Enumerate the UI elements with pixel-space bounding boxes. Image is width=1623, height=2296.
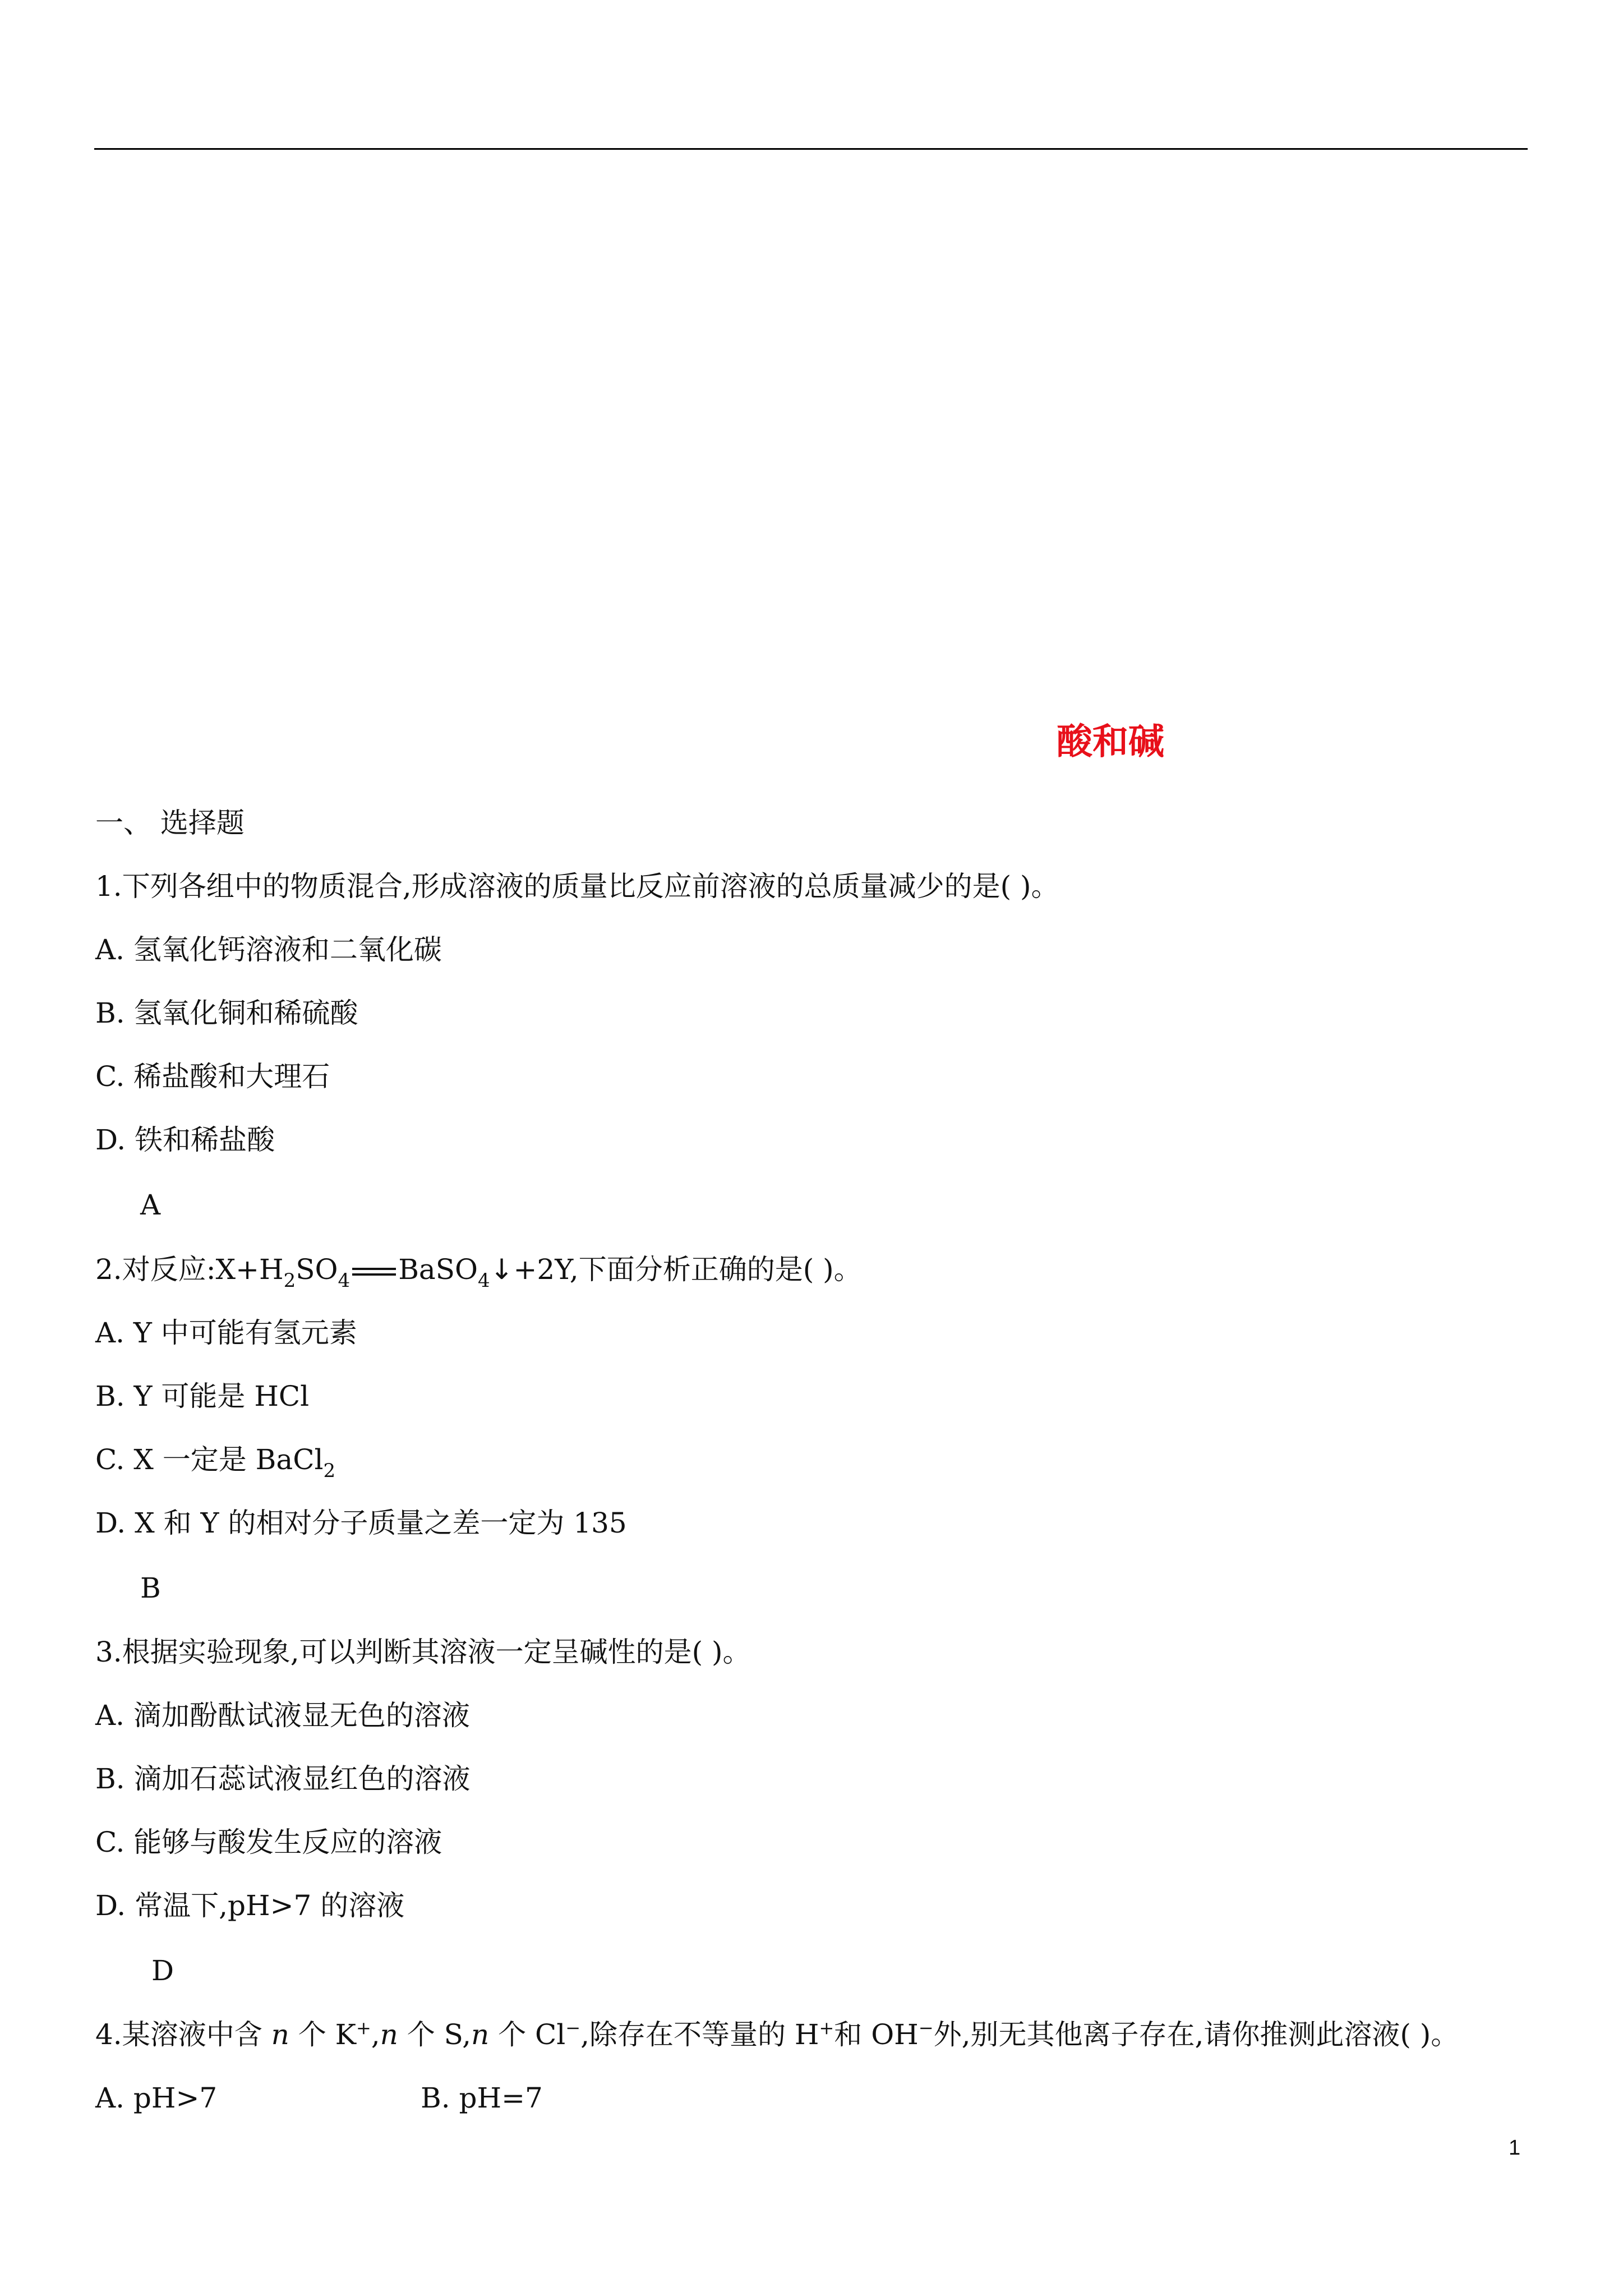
- q3-option-b: B. 滴加石蕊试液显红色的溶液: [95, 1763, 471, 1795]
- q4-n-var: n: [380, 2018, 398, 2051]
- q4-text-5: 个 Cl: [489, 2018, 566, 2051]
- q4-n-var: n: [471, 2018, 490, 2051]
- q4-h-charge: +: [819, 2017, 834, 2039]
- q2-option-a: A. Y 中可能有氢元素: [95, 1317, 357, 1349]
- q4-option-a: A. pH>7: [95, 2082, 218, 2114]
- header-rule: [94, 148, 1528, 150]
- q2-stem: [95, 1250, 862, 1292]
- q4-oh-charge: −: [918, 2017, 934, 2039]
- q4-text-2: 个 K: [289, 2018, 356, 2051]
- q4-stem: [95, 2015, 1459, 2058]
- q1-answer: A: [140, 1189, 161, 1221]
- q4-text-8: 外,别无其他离子存在,请你推测此溶液( )。: [933, 2018, 1459, 2051]
- q2-option-c-text: C. X 一定是 BaCl: [95, 1443, 324, 1476]
- document-title: 酸和碱: [1057, 721, 1164, 763]
- q4-option-b: B. pH=7: [421, 2082, 543, 2114]
- q4-text-6: ,除存在不等量的 H: [580, 2018, 819, 2051]
- q1-stem: 1.下列各组中的物质混合,形成溶液的质量比反应前溶液的总质量减少的是( )。: [95, 870, 1059, 903]
- q4-options-row: [95, 2078, 217, 2118]
- section-heading: 一、 选择题: [95, 807, 245, 839]
- q2-option-c: [95, 1440, 335, 1483]
- q1-option-a: A. 氢氧化钙溶液和二氧化碳: [95, 933, 442, 966]
- q3-option-a: A. 滴加酚酞试液显无色的溶液: [95, 1699, 470, 1732]
- q2-stem-prefix: 2.对反应:X+H: [95, 1253, 284, 1286]
- q4-text-4: 个 S,: [398, 2018, 472, 2051]
- q4-cl-charge: −: [565, 2017, 581, 2039]
- page-number: 1: [1509, 2136, 1521, 2160]
- q3-stem: 3.根据实验现象,可以判断其溶液一定呈碱性的是( )。: [95, 1636, 751, 1668]
- q3-answer: D: [151, 1954, 174, 1987]
- q4-text-3: ,: [371, 2018, 380, 2051]
- q3-option-d: D. 常温下,pH>7 的溶液: [95, 1889, 405, 1922]
- q2-option-c-subscript: 2: [323, 1460, 336, 1482]
- q2-stem-suffix: +2Y,下面分析正确的是( )。: [513, 1253, 862, 1286]
- precipitate-arrow-icon: ↓: [490, 1253, 514, 1286]
- q4-n-var: n: [271, 2018, 289, 2051]
- equation-equals-sign: [352, 1268, 396, 1276]
- q2-answer: B: [140, 1572, 161, 1604]
- q1-option-c: C. 稀盐酸和大理石: [95, 1060, 330, 1093]
- q4-text-7: 和 OH: [834, 2018, 919, 2051]
- q2-so-subscript: 4: [338, 1269, 351, 1292]
- q4-text-1: 4.某溶液中含: [95, 2018, 271, 2051]
- q2-so: SO: [296, 1253, 338, 1286]
- q2-baso: BaSO: [398, 1253, 478, 1286]
- q3-option-c: C. 能够与酸发生反应的溶液: [95, 1826, 442, 1858]
- q4-k-charge: +: [356, 2017, 371, 2039]
- q2-option-b: B. Y 可能是 HCl: [95, 1380, 310, 1412]
- q1-option-b: B. 氢氧化铜和稀硫酸: [95, 997, 358, 1029]
- q2-option-d: D. X 和 Y 的相对分子质量之差一定为 135: [95, 1507, 627, 1539]
- q1-option-d: D. 铁和稀盐酸: [95, 1124, 275, 1156]
- q2-baso-subscript: 4: [477, 1269, 490, 1292]
- q2-h-subscript: 2: [283, 1269, 296, 1292]
